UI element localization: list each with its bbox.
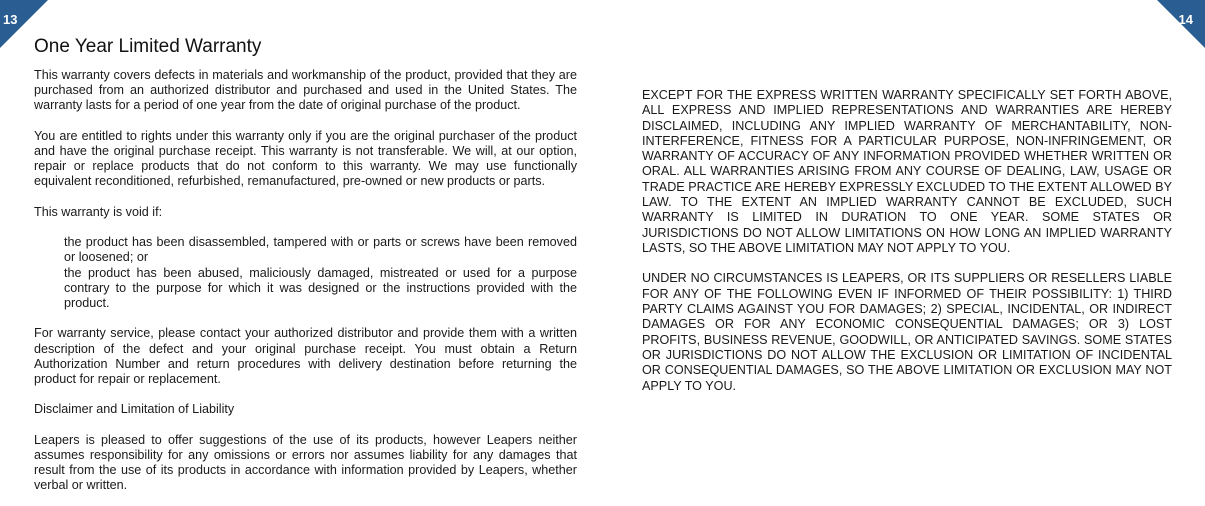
void-condition-1: the product has been disassembled, tampered with or parts or screws have been removed or loosened; or: [64, 235, 577, 265]
right-page-content: [642, 88, 1172, 394]
disclaimer-heading: Disclaimer and Limitation of Liability: [34, 402, 235, 417]
warranty-service-paragraph: For warranty service, please contact your authorized distributor and provide them with a written description of the defect and your original purchase receipt. You must obtain a Return Authorization Number and return procedures with delivery destination before returning the product for repair or replacement.: [34, 326, 577, 386]
page-number-left: 13: [3, 12, 18, 27]
express-warranty-paragraph: EXCEPT FOR THE EXPRESS WRITTEN WARRANTY SPECIFICALLY SET FORTH ABOVE, ALL EXPRESS AND IMPLIED REPRESENTATIONS AND WARRANTIES ARE HEREBY DISCLAIMED, INCLUDING ANY IMPLIED WARRANTY OF MERCHANTABILITY, NON-INTERFERENCE, FITNESS FOR A PARTICULAR PURPOSE, NON-INFRINGEMENT, OR WARRANTY OF ACCURACY OF ANY INFORMATION PROVIDED WHETHER WRITTEN OR ORAL. ALL WARRANTIES ARISING FROM ANY COURSE OF DEALING, LAW, USAGE OR TRADE PRACTICE ARE HEREBY EXPRESSLY EXCLUDED TO THE EXTENT ALLOWED BY LAW. TO THE EXTENT AN IMPLIED WARRANTY CANNOT BE EXCLUDED, SUCH WARRANTY IS LIMITED IN DURATION TO ONE YEAR. SOME STATES OR JURISDICTIONS DO NOT ALLOW LIMITATIONS ON HOW LONG AN IMPLIED WARRANTY LASTS, SO THE ABOVE LIMITATION MAY NOT APPLY TO YOU.: [642, 88, 1172, 255]
warranty-coverage-paragraph: This warranty covers defects in materials and workmanship of the product, provided that they are purchased from an authorized distributor and purchased and used in the United States. The warranty lasts for a period of one year from the date of original purchase of the product.: [34, 68, 577, 113]
page-number-right: 14: [1178, 12, 1193, 27]
page-title: One Year Limited Warranty: [34, 36, 262, 57]
left-page-content: [34, 36, 577, 494]
warranty-rights-paragraph: You are entitled to rights under this warranty only if you are the original purchaser of the product and have the original purchase receipt. This warranty is not transferable. We will, at our option, repair or replace products that do not conform to this warranty. We may use functionally equivalent reconditioned, refurbished, remanufactured, pre-owned or new products or parts.: [34, 128, 577, 189]
disclaimer-paragraph: Leapers is pleased to offer suggestions of the use of its products, however Leapers neither assumes responsibility for any omissions or errors nor assumes liability for any damages that result from the use of its products in accordance with information provided by Leapers, whether verbal or written.: [34, 432, 577, 493]
liability-paragraph: UNDER NO CIRCUMSTANCES IS LEAPERS, OR ITS SUPPLIERS OR RESELLERS LIABLE FOR ANY OF THE FOLLOWING EVEN IF INFORMED OF THEIR POSSIBILITY: 1) THIRD PARTY CLAIMS AGAINST YOU FOR DAMAGES; 2) SPECIAL, INCIDENTAL, OR INDIRECT DAMAGES OR FOR ANY ECONOMIC CONSEQUENTIAL DAMAGES; OR 3) LOST PROFITS, BUSINESS REVENUE, GOODWILL, OR ANTICIPATED SAVINGS. SOME STATES OR JURISDICTIONS DO NOT ALLOW THE EXCLUSION OR LIMITATION OF INCIDENTAL OR CONSEQUENTIAL DAMAGES, SO THE ABOVE LIMITATION OR EXCLUSION MAY NOT APPLY TO YOU.: [642, 271, 1172, 393]
void-condition-2: the product has been abused, maliciously damaged, mistreated or used for a purpose contrary to the purpose for which it was designed or the instructions provided with the product.: [64, 265, 577, 310]
void-intro: This warranty is void if:: [34, 204, 163, 219]
